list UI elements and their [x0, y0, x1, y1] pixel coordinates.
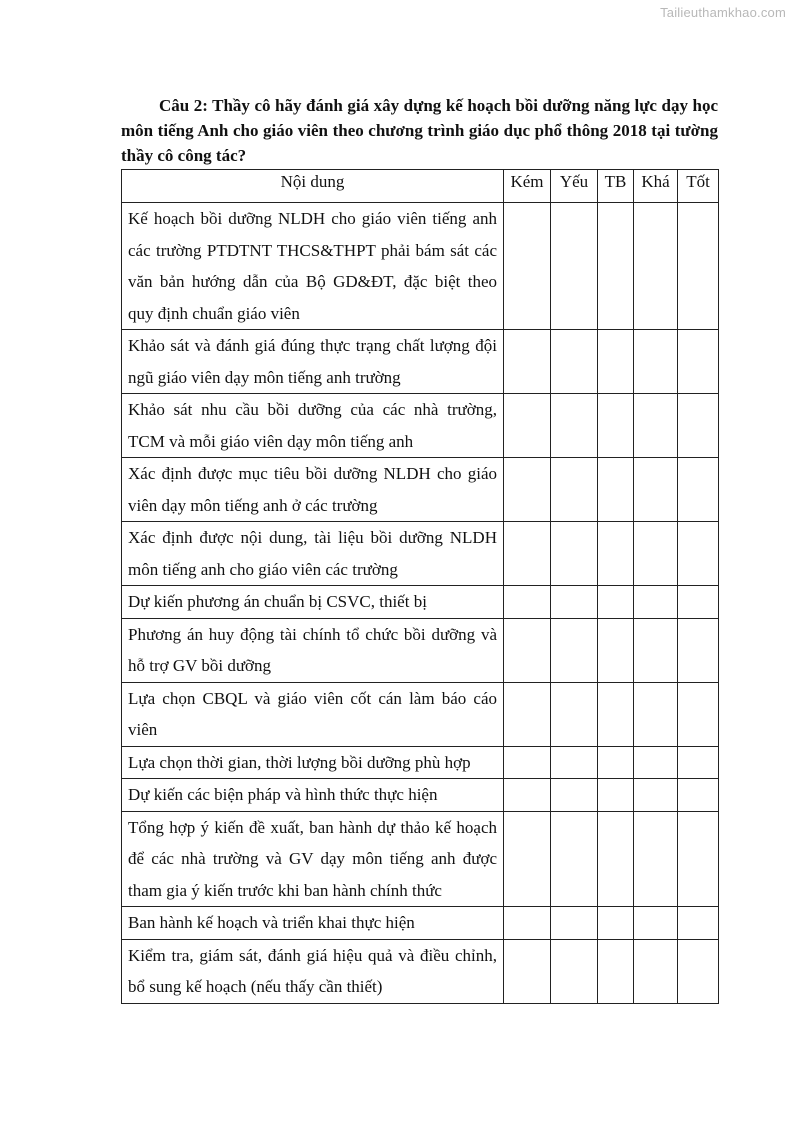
- rating-cell-kem[interactable]: [504, 907, 551, 940]
- rating-cell-tot[interactable]: [678, 939, 719, 1003]
- rating-cell-tot[interactable]: [678, 203, 719, 330]
- rating-cell-tb[interactable]: [598, 811, 634, 907]
- table-row: [122, 586, 719, 619]
- rating-cell-kha[interactable]: [634, 907, 678, 940]
- rating-cell-kem[interactable]: [504, 779, 551, 812]
- rating-cell-kha[interactable]: [634, 330, 678, 394]
- row-content: Ban hành kế hoạch và triển khai thực hiện: [122, 907, 504, 940]
- row-content: Xác định được mục tiêu bồi dưỡng NLDH cho giáo viên dạy môn tiếng anh ở các trường: [122, 458, 504, 522]
- rating-cell-tb[interactable]: [598, 779, 634, 812]
- rating-cell-kem[interactable]: [504, 330, 551, 394]
- rating-cell-kha[interactable]: [634, 618, 678, 682]
- rating-cell-yeu[interactable]: [551, 203, 598, 330]
- rating-cell-tot[interactable]: [678, 682, 719, 746]
- rating-cell-kha[interactable]: [634, 682, 678, 746]
- question-text: Câu 2: Thầy cô hãy đánh giá xây dựng kế hoạch bồi dưỡng năng lực dạy học môn tiếng Anh cho giáo viên theo chương trình giáo dục phổ thông 2018 tại tường thầy cô công tác?: [121, 96, 718, 165]
- row-content: Tổng hợp ý kiến đề xuất, ban hành dự thảo kế hoạch để các nhà trường và GV dạy môn tiếng anh được tham gia ý kiến trước khi ban hành chính thức: [122, 811, 504, 907]
- table-row: [122, 618, 719, 682]
- table-row: [122, 394, 719, 458]
- table-row: [122, 458, 719, 522]
- header-yeu: Yếu: [551, 170, 598, 203]
- rating-cell-tot[interactable]: [678, 458, 719, 522]
- table-row: [122, 939, 719, 1003]
- watermark: Tailieuthamkhao.com: [660, 5, 786, 20]
- rating-cell-tot[interactable]: [678, 779, 719, 812]
- rating-cell-tb[interactable]: [598, 203, 634, 330]
- rating-cell-yeu[interactable]: [551, 811, 598, 907]
- rating-cell-yeu[interactable]: [551, 458, 598, 522]
- rating-cell-kem[interactable]: [504, 682, 551, 746]
- rating-cell-tb[interactable]: [598, 458, 634, 522]
- rating-cell-kha[interactable]: [634, 939, 678, 1003]
- rating-cell-kha[interactable]: [634, 522, 678, 586]
- rating-cell-yeu[interactable]: [551, 522, 598, 586]
- rating-cell-tb[interactable]: [598, 939, 634, 1003]
- table-row: [122, 203, 719, 330]
- rating-cell-tot[interactable]: [678, 330, 719, 394]
- rating-cell-kha[interactable]: [634, 779, 678, 812]
- rating-cell-kem[interactable]: [504, 394, 551, 458]
- rating-cell-tot[interactable]: [678, 811, 719, 907]
- header-tot: Tốt: [678, 170, 719, 203]
- rating-cell-yeu[interactable]: [551, 779, 598, 812]
- rating-cell-tot[interactable]: [678, 907, 719, 940]
- table-row: [122, 746, 719, 779]
- rating-cell-kem[interactable]: [504, 939, 551, 1003]
- rating-cell-tb[interactable]: [598, 746, 634, 779]
- rating-cell-tot[interactable]: [678, 394, 719, 458]
- rating-cell-kem[interactable]: [504, 746, 551, 779]
- rating-cell-yeu[interactable]: [551, 330, 598, 394]
- table-row: [122, 811, 719, 907]
- rating-cell-yeu[interactable]: [551, 939, 598, 1003]
- rating-cell-kha[interactable]: [634, 811, 678, 907]
- table-row: [122, 682, 719, 746]
- header-tb: TB: [598, 170, 634, 203]
- rating-cell-tot[interactable]: [678, 618, 719, 682]
- rating-cell-tb[interactable]: [598, 586, 634, 619]
- rating-cell-kem[interactable]: [504, 522, 551, 586]
- row-content: Kế hoạch bồi dưỡng NLDH cho giáo viên tiếng anh các trường PTDTNT THCS&THPT phải bám sát các văn bản hướng dẫn của Bộ GD&ĐT, đặc biệt theo quy định chuẩn giáo viên: [122, 203, 504, 330]
- rating-cell-kha[interactable]: [634, 394, 678, 458]
- rating-cell-tot[interactable]: [678, 522, 719, 586]
- rating-cell-kha[interactable]: [634, 746, 678, 779]
- evaluation-table: [121, 169, 719, 1004]
- row-content: Lựa chọn CBQL và giáo viên cốt cán làm báo cáo viên: [122, 682, 504, 746]
- row-content: Phương án huy động tài chính tổ chức bồi dưỡng và hỗ trợ GV bồi dưỡng: [122, 618, 504, 682]
- row-content: Dự kiến các biện pháp và hình thức thực hiện: [122, 779, 504, 812]
- rating-cell-tb[interactable]: [598, 330, 634, 394]
- header-kem: Kém: [504, 170, 551, 203]
- table-header-row: [122, 170, 719, 203]
- rating-cell-tot[interactable]: [678, 586, 719, 619]
- table-row: [122, 779, 719, 812]
- rating-cell-yeu[interactable]: [551, 394, 598, 458]
- rating-cell-kem[interactable]: [504, 203, 551, 330]
- row-content: Dự kiến phương án chuẩn bị CSVC, thiết bị: [122, 586, 504, 619]
- rating-cell-kha[interactable]: [634, 586, 678, 619]
- row-content: Kiểm tra, giám sát, đánh giá hiệu quả và điều chỉnh, bổ sung kế hoạch (nếu thấy cần thiết): [122, 939, 504, 1003]
- table-row: [122, 907, 719, 940]
- rating-cell-kem[interactable]: [504, 811, 551, 907]
- row-content: Khảo sát nhu cầu bồi dưỡng của các nhà trường, TCM và mỗi giáo viên dạy môn tiếng anh: [122, 394, 504, 458]
- row-content: Lựa chọn thời gian, thời lượng bồi dưỡng phù hợp: [122, 746, 504, 779]
- rating-cell-tb[interactable]: [598, 907, 634, 940]
- header-kha: Khá: [634, 170, 678, 203]
- rating-cell-kem[interactable]: [504, 458, 551, 522]
- rating-cell-yeu[interactable]: [551, 746, 598, 779]
- rating-cell-yeu[interactable]: [551, 618, 598, 682]
- rating-cell-tb[interactable]: [598, 394, 634, 458]
- rating-cell-kha[interactable]: [634, 203, 678, 330]
- rating-cell-kem[interactable]: [504, 586, 551, 619]
- row-content: Khảo sát và đánh giá đúng thực trạng chất lượng đội ngũ giáo viên dạy môn tiếng anh trường: [122, 330, 504, 394]
- rating-cell-yeu[interactable]: [551, 907, 598, 940]
- table-row: [122, 330, 719, 394]
- rating-cell-tb[interactable]: [598, 522, 634, 586]
- rating-cell-kha[interactable]: [634, 458, 678, 522]
- header-content: Nội dung: [122, 170, 504, 203]
- rating-cell-tb[interactable]: [598, 682, 634, 746]
- rating-cell-tb[interactable]: [598, 618, 634, 682]
- row-content: Xác định được nội dung, tài liệu bồi dưỡng NLDH môn tiếng anh cho giáo viên các trường: [122, 522, 504, 586]
- rating-cell-yeu[interactable]: [551, 682, 598, 746]
- rating-cell-tot[interactable]: [678, 746, 719, 779]
- table-row: [122, 522, 719, 586]
- rating-cell-yeu[interactable]: [551, 586, 598, 619]
- rating-cell-kem[interactable]: [504, 618, 551, 682]
